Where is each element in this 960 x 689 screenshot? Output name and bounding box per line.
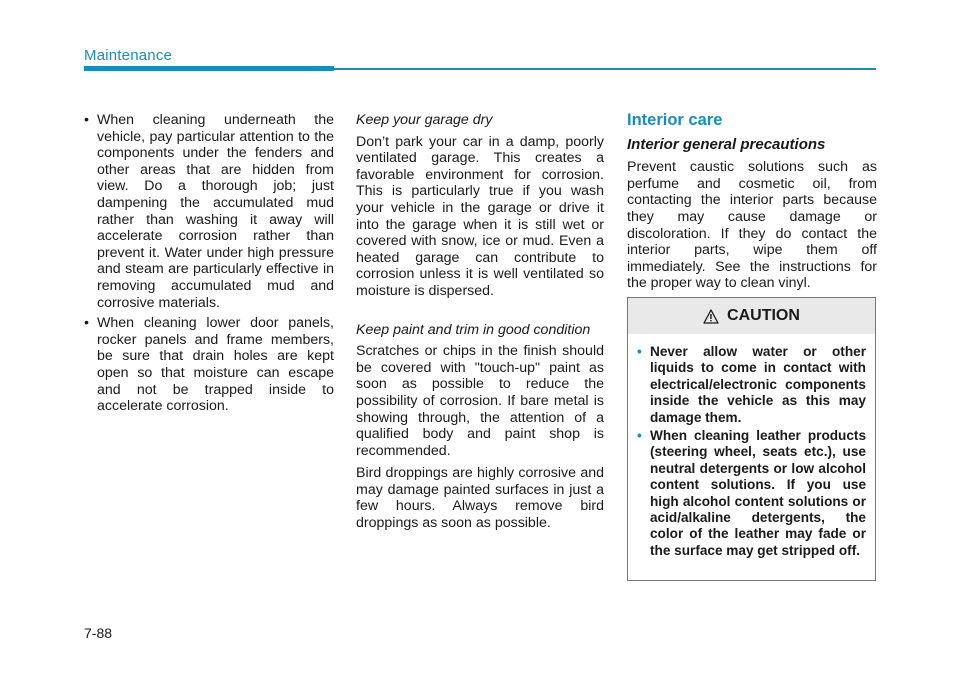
caution-item-leather: • When cleaning leather products (steering wheel, seats etc.), use neutral detergents or low alcohol content solutions. If you use high alcohol content solutions or acid/alkaline detergents, the color of the leather may fade or the surface may get stripped off. bbox=[637, 428, 866, 559]
caution-box bbox=[627, 297, 876, 581]
cleaning-bullet-list bbox=[84, 112, 334, 415]
header-rule-thick bbox=[84, 66, 334, 71]
caution-header bbox=[628, 298, 875, 334]
caution-body bbox=[628, 334, 875, 559]
interior-paragraph: Prevent caustic solutions such as perfume and cosmetic oil, from contacting the interior parts because they may cause damage or discoloration. If they do contact the interior parts, wipe them off immediately. See the instructions for the proper way to clean vinyl. bbox=[627, 159, 877, 292]
warning-triangle-icon bbox=[703, 309, 719, 324]
caution-list bbox=[637, 344, 866, 559]
middle-column bbox=[356, 112, 604, 538]
interior-precautions-subheading: Interior general precautions bbox=[627, 135, 826, 153]
bullet-underneath: • When cleaning underneath the vehicle, pay particular attention to the components under the fenders and other areas that are hidden from view. Do a thorough job; just dampening the accumulated mud rather than washing it away will accelerate corrosion rather than prevent it. Water under high pressure and steam are particularly effective in removing accumulated mud and corrosive materials. bbox=[84, 112, 334, 311]
header-rule-thin bbox=[334, 68, 876, 70]
left-column bbox=[84, 112, 334, 419]
bullet-door-panels: • When cleaning lower door panels, rocker panels and frame members, be sure that drain holes are kept open so that moisture can escape and not be trapped inside to accelerate corrosion. bbox=[84, 315, 334, 415]
section-title: Maintenance bbox=[84, 47, 173, 64]
paint-subtitle: Keep paint and trim in good condition bbox=[356, 321, 591, 338]
caution-item-water: • Never allow water or other liquids to come in contact with electrical/electronic components inside the vehicle as this may damage them. bbox=[637, 344, 866, 426]
right-column bbox=[627, 112, 877, 298]
garage-subtitle: Keep your garage dry bbox=[356, 112, 493, 128]
caution-title: CAUTION bbox=[727, 307, 800, 324]
paint-paragraph-1: Scratches or chips in the finish should be covered with "touch-up" paint as soon as possible to reduce the possibility of corrosion. If bare metal is showing through, the attention of a qualified body and paint shop is recommended. bbox=[356, 343, 604, 459]
interior-care-heading: Interior care bbox=[627, 111, 723, 129]
garage-paragraph: Don’t park your car in a damp, poorly ventilated garage. This creates a favorable environment for corrosion. This is particularly true if you wash your vehicle in the garage or drive it into the garage when it is still wet or covered with snow, ice or mud. Even a heated garage can contribute to corrosion unless it is well ventilated so moisture is dispersed. bbox=[356, 133, 604, 299]
page-number: 7-88 bbox=[84, 625, 113, 641]
paint-paragraph-2: Bird droppings are highly corrosive and may damage painted surfaces in just a few hours. Always remove bird droppings as soon as possible. bbox=[356, 465, 604, 532]
